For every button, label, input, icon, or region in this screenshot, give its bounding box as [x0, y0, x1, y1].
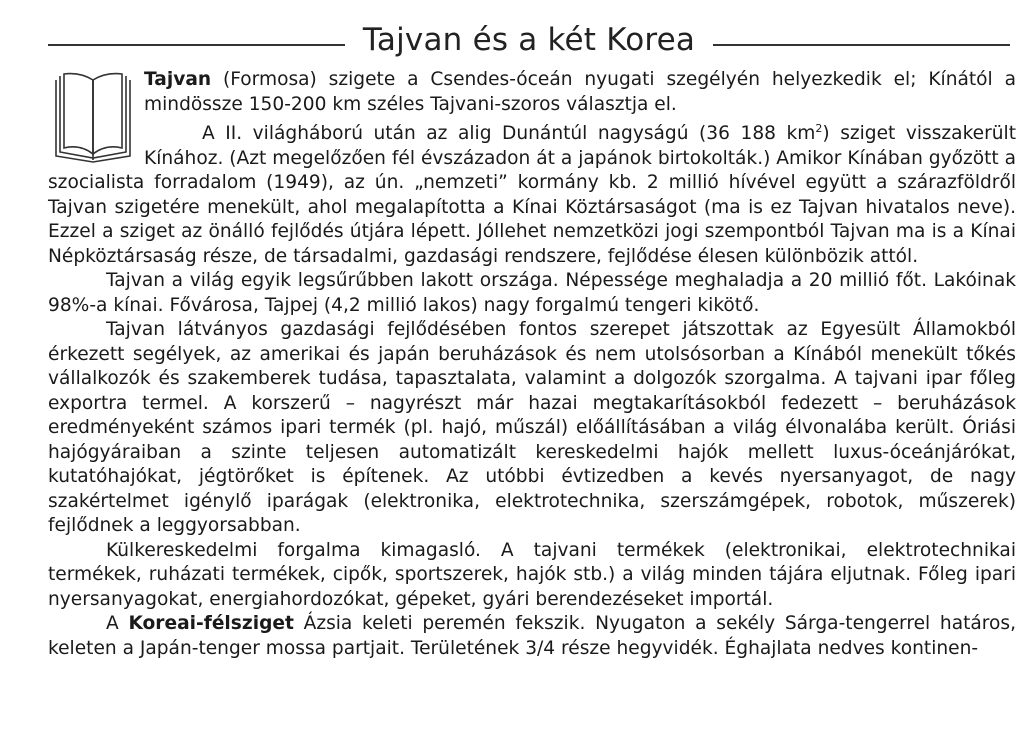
paragraph-5: Külkereskedelmi forgalma kimagasló. A tajvani termékek (elektronikai, elektrotechnikai termékek, ruházati termékek, cipők, sportszerek, hajók stb.) a világ minden tájára eljutnak. Főleg ipari nyersanyagokat, energiahordozókat, gépeket, gyári berendezéseket importál. — [48, 539, 1016, 610]
paragraph-3: Tajvan a világ egyik legsűrűbben lakott országa. Népessége meghaladja a 20 millió főt. Lakóinak 98%-a kínai. Fővárosa, Tajpej (4,2 millió lakos) nagy forgalmú tengeri kikötő. — [48, 270, 1016, 316]
term-tajvan: Tajvan — [144, 69, 212, 90]
section-heading — [48, 18, 1010, 62]
paragraph-2 — [48, 117, 1016, 269]
heading-rule-right — [713, 44, 1010, 46]
article-body — [48, 64, 1016, 661]
paragraph-6-text: Ázsia keleti peremén fekszik. Nyugaton a sekély Sárga-tengerrel határos, keleten a Japán-tenger mossa partjait. Területének 3/4 része hegyvidék. Éghajlata nedves kontinen- — [48, 613, 1016, 659]
paragraph-1 — [48, 68, 1016, 117]
heading-rule-left — [48, 44, 345, 46]
paragraph-2-text-b: ) sziget visszakerült Kínához. (Azt megelőzően fél évszázadon át a japánok birtokolták.) Amikor Kínában győzött a szocialista forradalom (1949), az ún. „nemzeti” kormány kb. 2 millió hívével együtt a szárazföldről Tajvan szigetére menekült, ahol megalapította a Kínai Köztársaságot (ma is ez Tajvan hivatalos neve). Ezzel a sziget az önálló fejlődés útjára lépett. Jóllehet nemzetközi jogi szempontból Tajvan ma is a Kínai Népköztársaság része, de társadalmi, gazdasági rendszere, fejlődése élesen különbözik attól. — [48, 123, 1016, 267]
term-koreai-felsziget: Koreai-félsziget — [128, 613, 294, 635]
paragraph-2-text-a: A II. világháború után az alig Dunántúl nagyságú (36 188 km — [202, 123, 816, 145]
paragraph-4: Tajvan látványos gazdasági fejlődésében fontos szerepet játszottak az Egyesült Államokból érkezett segélyek, az amerikai és japán beruházások és nem utolsósorban a Kínából menekült tőkés vállalkozók és szakemberek tudása, tapasztalata, valamint a dolgozók szorgalma. A tajvani ipar főleg exportra termel. A korszerű – nagyrészt már hazai megtakarításokból fedezett – beruházások eredményeként számos ipari termék (pl. hajó, műszál) előállításában a világ élvonalába került. Óriási hajógyáraiban a szinte teljesen automatizált kereskedelmi hajók mellett luxus-óceánjárókat, kutatóhajókat, jégtörőket is építenek. Az utóbbi évtizedben a kevés nyersanyagot, de nagy szakértelmet igénylő iparágak (elektronika, elektrotechnika, szerszámgépek, robotok, műszerek) fejlődnek a leggyorsabban. — [48, 319, 1016, 537]
section-title: Tajvan és a két Korea — [362, 22, 696, 58]
paragraph-6-lead: A — [106, 613, 129, 635]
superscript-2: 2 — [815, 122, 823, 135]
paragraph-1-text: (Formosa) szigete a Csendes-óceán nyugati szegélyén helyezkedik el; Kínától a mindössze 150-200 km széles Tajvani-szoros választja el. — [144, 69, 1016, 115]
paragraph-6 — [48, 612, 1016, 661]
